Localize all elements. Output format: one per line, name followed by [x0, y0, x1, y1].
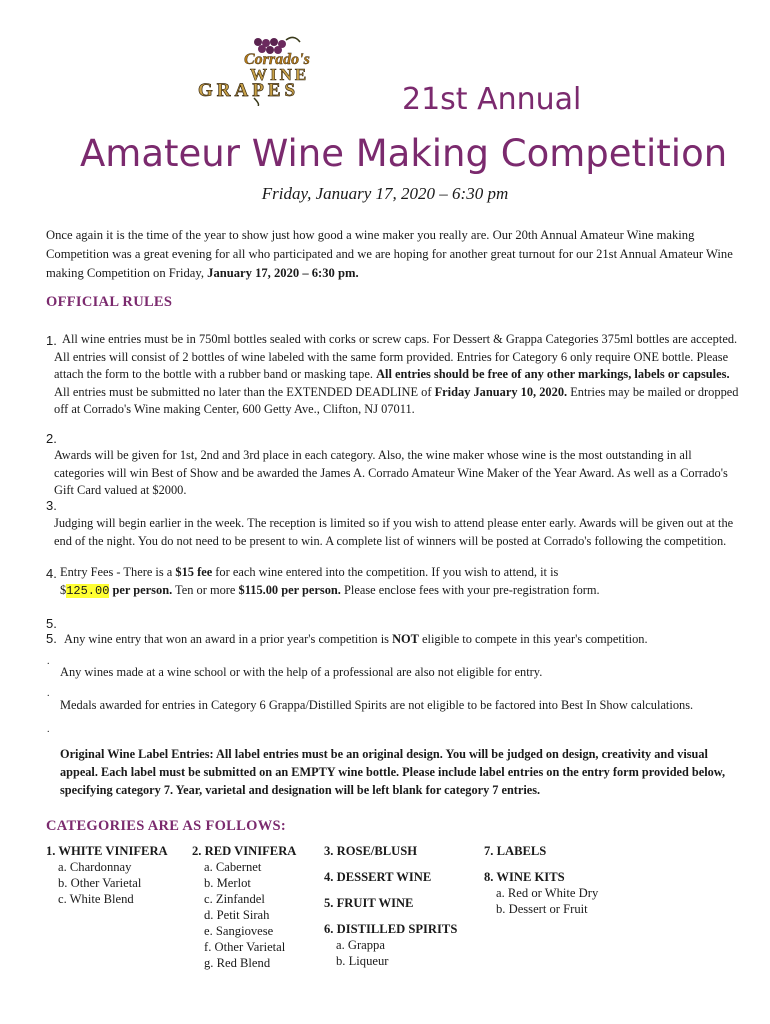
category-item: b. Liqueur [336, 954, 389, 968]
category-item: a. Grappa [336, 938, 385, 952]
rule-number: 5. [46, 616, 57, 631]
category-item: d. Petit Sirah [204, 908, 270, 922]
original-label-rule: Original Wine Label Entries: All label entries must be an original design. You will be judged on design, creativity and visual appeal. Each label must be submitted on an EMPTY wine bottle. Please include label entries on the entry form provided below, specifying category 7. Year, varietal and designation will be left blank for category 7 entries. [60, 747, 726, 797]
page-title: Amateur Wine Making Competition [80, 132, 728, 175]
category-item: c. White Blend [58, 892, 134, 906]
category-title: 3. ROSE/BLUSH [324, 844, 418, 858]
svg-text:GRAPES: GRAPES [198, 80, 300, 101]
rule-number: 2. [46, 431, 57, 446]
category-title: 1. WHITE VINIFERA [46, 844, 168, 858]
category-title: 2. RED VINIFERA [192, 844, 297, 858]
rule-number: 1. [46, 333, 57, 348]
category-item: e. Sangiovese [204, 924, 274, 938]
category-item: b. Merlot [204, 876, 251, 890]
highlighted-fee: 125.00 [66, 583, 110, 598]
category-column-1 [46, 843, 168, 907]
category-title: 6. DISTILLED SPIRITS [324, 922, 458, 936]
rule-number: 3. [46, 498, 57, 513]
category-column-4 [484, 843, 598, 917]
category-title: 5. FRUIT WINE [324, 896, 414, 910]
category-item: a. Cabernet [204, 860, 262, 874]
rule-2: Awards will be given for 1st, 2nd and 3rd place in each category. Also, the wine maker whose wine is the most outstanding in all categories will win Best of Show and be awarded the James A. Corrado Amateur Wine Maker of the Year Award. As well as a Corrado's Gift Card valued at $2000. [54, 448, 728, 497]
corrados-logo [196, 34, 348, 106]
rule-number: 4. [46, 566, 57, 581]
category-column-3 [324, 843, 457, 969]
rule-5: Any wine entry that won an award in a prior year's competition is NOT eligible to compete in this year's competition. [64, 632, 648, 646]
rule-1: All wine entries must be in 750ml bottles sealed with corks or screw caps. For Dessert & Grappa Categories 375ml bottles are accepted. All entries will consist of 2 bottles of wine labeled with the same form provided. Entries for Category 6 only require ONE bottle. Please attach the form to the bottle with a rubber band or masking tape. All entries should be free of any other markings, labels or capsules. All entries must be submitted no later than the EXTENDED DEADLINE of Friday January 10, 2020. Entries may be mailed or dropped off at Corrado's Wine making Center, 600 Getty Ave., Clifton, NJ 07011. [54, 332, 739, 416]
category-item: b. Dessert or Fruit [496, 902, 588, 916]
event-date: Friday, January 17, 2020 – 6:30 pm [261, 184, 509, 203]
bullet-icon: . [47, 656, 50, 667]
rule-bullet-2: Medals awarded for entries in Category 6 Grappa/Distilled Spirits are not eligible to be factored into Best In Show calculations. [60, 698, 694, 712]
rule-number: 5. [46, 631, 57, 646]
category-column-2 [192, 843, 296, 971]
category-item: a. Chardonnay [58, 860, 132, 874]
category-item: g. Red Blend [204, 956, 271, 970]
intro-paragraph: Once again it is the time of the year to show just how good a wine maker you really are. Our 20th Annual Amateur Wine making Competition was a great evening for all who participated and we are hoping for another great turnout for our 21st Annual Amateur Wine making Competition on Friday, January 17, 2020 – 6:30 pm. [46, 228, 733, 280]
category-item: a. Red or White Dry [496, 886, 599, 900]
rule-3: Judging will begin earlier in the week. The reception is limited so if you wish to attend please enter early. Awards will be given out at the end of the night. You do not need to be present to win. A complete list of winners will be posted at Corrado's following the competition. [54, 516, 734, 548]
category-title: 7. LABELS [484, 844, 547, 858]
category-title: 4. DESSERT WINE [324, 870, 432, 884]
annual-heading: 21st Annual [402, 82, 582, 117]
bullet-icon: . [47, 688, 50, 699]
categories-heading: CATEGORIES ARE AS FOLLOWS: [46, 818, 286, 834]
rule-bullet-1: Any wines made at a wine school or with the help of a professional are also not eligible for entry. [60, 665, 543, 679]
bullet-icon: . [47, 724, 50, 735]
category-item: f. Other Varietal [204, 940, 286, 954]
category-item: c. Zinfandel [204, 892, 265, 906]
svg-text:WINE: WINE [250, 65, 310, 84]
category-title: 8. WINE KITS [484, 870, 565, 884]
svg-text:Corrado's: Corrado's [244, 51, 310, 68]
rules-heading: OFFICIAL RULES [46, 294, 173, 310]
category-item: b. Other Varietal [58, 876, 142, 890]
rule-4: Entry Fees - There is a $15 fee for each wine entered into the competition. If you wish to attend, it is $125.00 per person. Ten or more $115.00 per person. Please enclose fees with your pre-registration form. [60, 565, 600, 598]
